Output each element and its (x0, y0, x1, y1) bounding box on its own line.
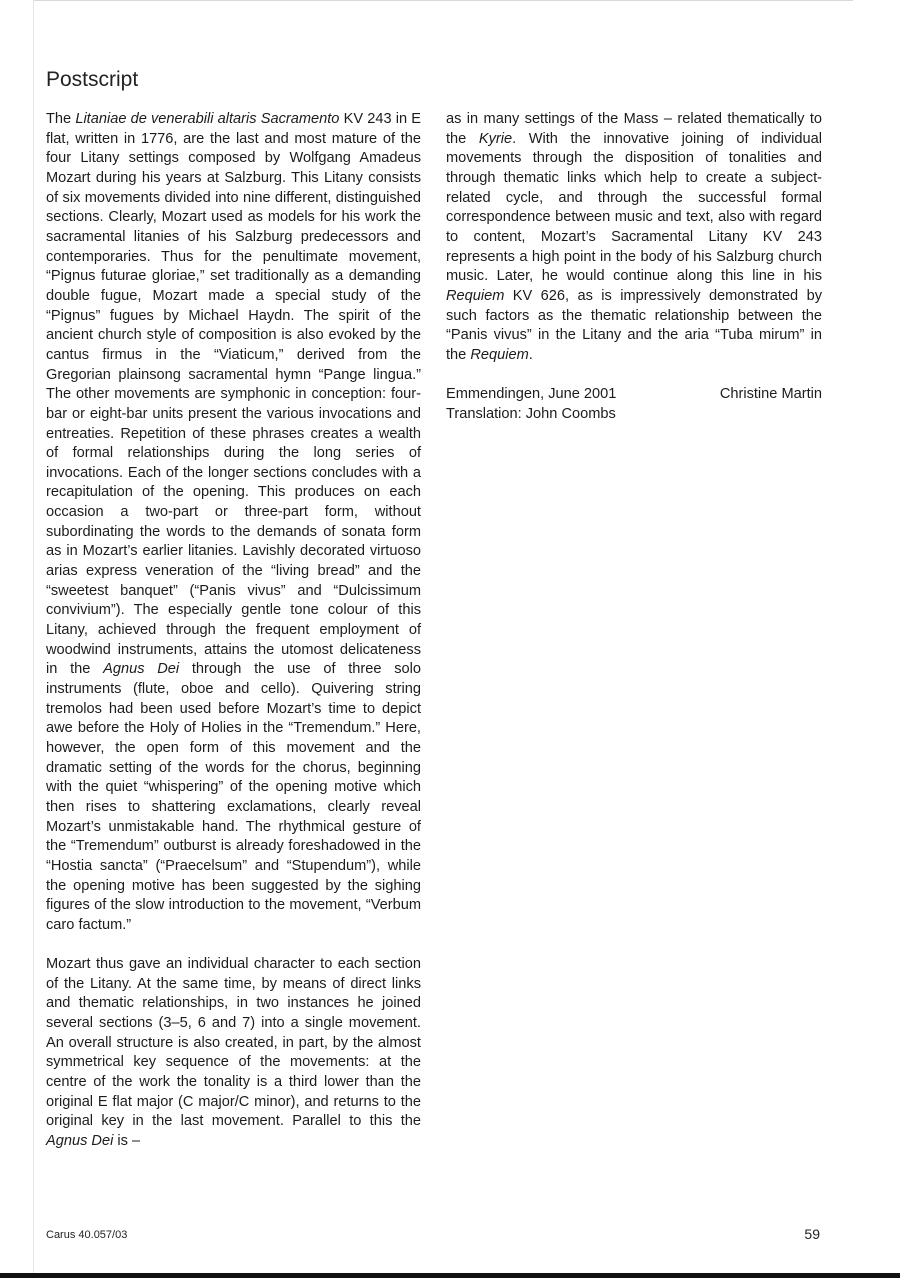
text-run: Mozart thus gave an individual character to each section of the Litany. At the same time, by means of direct links and thematic relationships, in two instances he joined several sections (3–5, 6 and 7) into a single movement. An overall structure is also created, in part, by the almost symmetrical key sequence of the movements: at the centre of the work the tonality is a third lower than the original E flat major (C major/C minor), and returns to the original key in the last movement. Parallel to this the (46, 956, 421, 1130)
catalog-number: Carus 40.057/03 (46, 1229, 128, 1241)
author-name: Christine Martin (719, 386, 822, 403)
left-column (46, 110, 421, 1171)
paragraph-structure (46, 955, 421, 1152)
work-title: Requiem (470, 346, 529, 363)
work-title: Litaniae de venerabili altaris Sacramento (75, 111, 340, 127)
paragraph-continuation (446, 110, 822, 366)
translation-credit: Translation: John Coombs (446, 405, 616, 422)
place-date: Emmendingen, June 2001 (446, 386, 617, 403)
movement-title: Agnus Dei (46, 1133, 114, 1150)
page-number: 59 (804, 1226, 820, 1242)
text-run: is – (113, 1133, 141, 1150)
text-run: . With the innovative joining of individual movements through the disposition of tonalities and through thematic links which help to create a subject-related cycle, and through the successful formal correspondence between music and text, also with regard to content, Mozart’s Sacramental Litany KV 243 represents a high point in the body of his Salzburg church music. Later, he would continue along this line in his (446, 130, 822, 285)
signoff-line (446, 385, 822, 405)
text-run: KV 626, as is impressively demonstrated by such factors as the thematic relationship between the “Panis vivus” in the Litany and the aria “Tuba mirum” in the (446, 287, 822, 363)
text-run: as in many settings of the Mass – related thematically to the (446, 111, 822, 147)
text-run: KV 243 in E flat, written in 1776, are the last and most mature of the four Litany settings composed by Wolfgang Amadeus Mozart during his years at Salzburg. This Litany consists of six movements divided into nine different, distinguished sections. Clearly, Mozart used as models for his work the sacramental litanies of his Salzburg predecessors and contemporaries. Thus for the penultimate movement, “Pignus futurae gloriae,” set traditionally as a demanding double fugue, Mozart made a special study of the “Pignus” fugues by Michael Haydn. The spirit of the ancient church style of composition is also evoked by the cantus firmus in the “Viaticum,” derived from the Gregorian plainsong sacramental hymn “Pange lingua.” The other movements are symphonic in conception: four-bar or eight-bar units present the various invocations and entreaties. Repetition of these phrases creates a wealth of formal relationships during the long series of invocations. Each of the longer sections concludes with a recapitulation of the opening. This produces on each occasion a two-part or three-part form, without subordinating the words to the demands of sonata form as in Mozart’s earlier litanies. Lavishly decorated virtuoso arias express veneration of the “living bread” and the “sweetest banquet” (“Panis vivus” and “Dulcissimum convivium”). The especially gentle tone colour of this Litany, achieved through the frequent employment of woodwind instruments, attains the utomost delicateness in the (46, 111, 422, 678)
text-run: The (46, 111, 76, 127)
work-title: Requiem (446, 287, 505, 304)
text-run: through the use of three solo instruments (flute, oboe and cello). Quivering string tremolos had been used before Mozart’s time to depict awe before the Holy of Holies in the “Tremendum.” Here, however, the open form of this movement and the dramatic setting of the words for the chorus, beginning with the quiet “whispering” of the opening motive which then rises to shattering exclamations, clearly reveal Mozart’s unmistakable hand. The rhythmical gesture of the “Tremendum” outburst is already foreshadowed in the “Hostia sancta” (“Praecelsum” and “Stupendum”), while the opening motive has been suggested by the sighing figures of the slow introduction to the movement, “Verbum caro factum.” (46, 661, 421, 933)
page-left-border (33, 0, 34, 1278)
paragraph-intro (46, 110, 421, 936)
right-column (446, 110, 822, 424)
movement-title: Agnus Dei (103, 661, 180, 678)
text-run: . (528, 346, 533, 363)
movement-title: Kyrie (478, 130, 513, 147)
page-title: Postscript (46, 68, 139, 91)
page-bottom-border (0, 1273, 900, 1278)
page-top-border (33, 0, 853, 1)
